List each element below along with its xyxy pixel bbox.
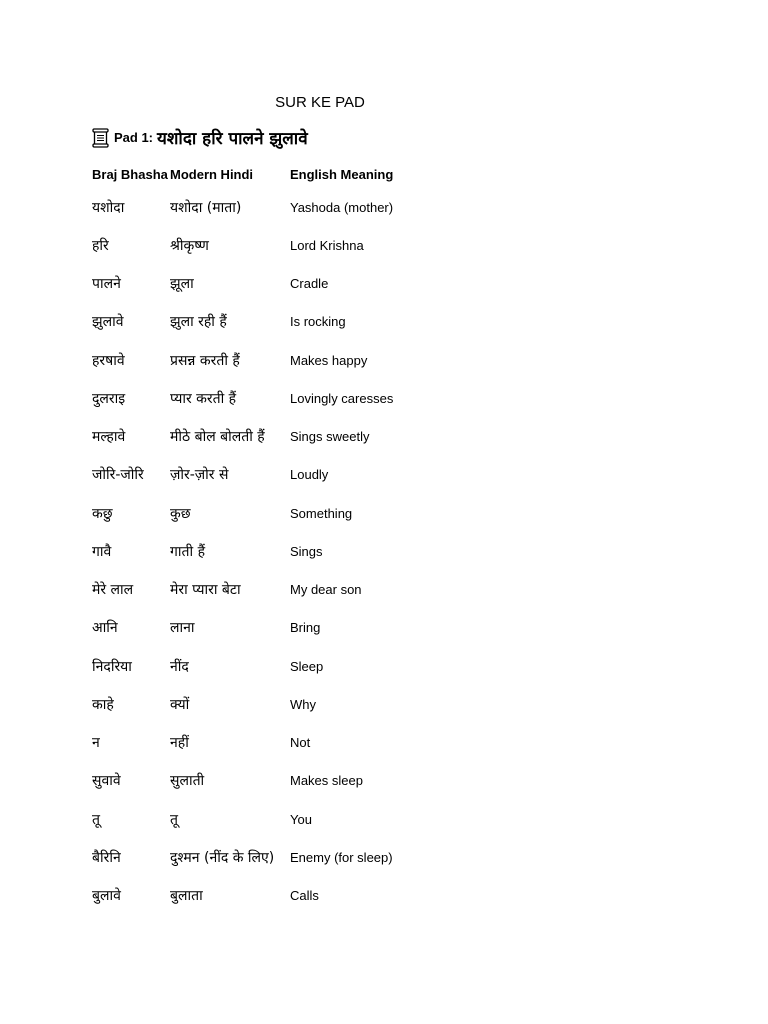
- braj-cell: सुवावे: [92, 773, 121, 790]
- scroll-icon: [92, 128, 109, 148]
- table-row: [92, 456, 490, 494]
- hindi-cell: गाती हैं: [170, 543, 205, 560]
- english-cell: My dear son: [290, 582, 362, 598]
- english-cell: Why: [290, 696, 316, 712]
- braj-cell: झुलावे: [92, 314, 124, 331]
- hindi-cell: प्रसन्न करती हैं: [170, 352, 240, 369]
- braj-cell: हरि: [92, 237, 109, 254]
- table-row: [92, 647, 490, 685]
- table-row: [92, 379, 490, 417]
- braj-cell: तू: [92, 811, 100, 828]
- braj-cell: मल्हावे: [92, 429, 126, 446]
- english-cell: Cradle: [290, 276, 329, 292]
- table-row: [92, 494, 490, 532]
- english-cell: Lovingly caresses: [290, 390, 394, 406]
- table-row: [92, 724, 490, 762]
- english-cell: Enemy (for sleep): [290, 849, 393, 865]
- english-cell: Calls: [290, 888, 319, 904]
- pad-label: Pad 1:: [114, 130, 154, 145]
- hindi-cell: ज़ोर-ज़ोर से: [170, 467, 229, 484]
- hindi-cell: दुश्मन (नींद के लिए): [170, 849, 275, 866]
- hindi-cell: नींद: [170, 658, 189, 675]
- english-cell: Something: [290, 505, 353, 521]
- page-title: SUR KE PAD: [275, 94, 365, 111]
- braj-cell: जोरि-जोरि: [92, 467, 144, 484]
- column-header-braj: Braj Bhasha: [92, 166, 168, 182]
- braj-cell: न: [92, 735, 100, 752]
- table-row: [92, 226, 490, 264]
- english-cell: Sings sweetly: [290, 429, 370, 445]
- english-cell: Loudly: [290, 467, 329, 483]
- table-row: [92, 877, 490, 915]
- braj-cell: पालने: [92, 276, 121, 293]
- braj-cell: दुलराइ: [92, 390, 126, 407]
- vocabulary-table: [92, 160, 490, 915]
- english-cell: Bring: [290, 620, 321, 636]
- hindi-cell: क्यों: [170, 696, 190, 713]
- english-cell: Makes happy: [290, 352, 368, 368]
- hindi-cell: तू: [170, 811, 178, 828]
- table-row: [92, 685, 490, 723]
- hindi-cell: श्रीकृष्ण: [170, 237, 209, 254]
- english-cell: Sleep: [290, 658, 324, 674]
- table-row: [92, 762, 490, 800]
- hindi-cell: सुलाती: [170, 773, 205, 790]
- braj-cell: बैरिनि: [92, 849, 121, 866]
- english-cell: You: [290, 811, 312, 827]
- pad-title: यशोदा हरि पालने झुलावे: [157, 129, 308, 149]
- hindi-cell: झुला रही हैं: [170, 314, 227, 331]
- table-header-row: [92, 160, 490, 188]
- pad-heading: [92, 126, 308, 149]
- table-row: [92, 341, 490, 379]
- hindi-cell: प्यार करती हैं: [170, 390, 237, 407]
- english-cell: Lord Krishna: [290, 237, 364, 253]
- table-row: [92, 800, 490, 838]
- english-cell: Is rocking: [290, 314, 346, 330]
- column-header-hindi: Modern Hindi: [170, 166, 254, 182]
- english-cell: Yashoda (mother): [290, 199, 394, 215]
- braj-cell: मेरे लाल: [92, 582, 134, 599]
- braj-cell: कछु: [92, 505, 113, 522]
- english-cell: Makes sleep: [290, 773, 363, 789]
- hindi-cell: मीठे बोल बोलती हैं: [170, 429, 265, 446]
- hindi-cell: बुलाता: [170, 888, 203, 905]
- table-row: [92, 838, 490, 876]
- braj-cell: निदरिया: [92, 658, 132, 675]
- table-row: [92, 609, 490, 647]
- hindi-cell: झूला: [170, 276, 194, 293]
- braj-cell: हरषावे: [92, 352, 125, 369]
- table-row: [92, 265, 490, 303]
- table-body: [92, 188, 490, 915]
- english-cell: Not: [290, 735, 311, 751]
- hindi-cell: नहीं: [170, 735, 189, 752]
- english-cell: Sings: [290, 543, 323, 559]
- table-row: [92, 418, 490, 456]
- table-row: [92, 532, 490, 570]
- hindi-cell: कुछ: [170, 505, 191, 522]
- table-row: [92, 303, 490, 341]
- hindi-cell: मेरा प्यारा बेटा: [170, 582, 241, 599]
- braj-cell: बुलावे: [92, 888, 121, 905]
- table-row: [92, 188, 490, 226]
- column-header-english: English Meaning: [290, 166, 394, 182]
- braj-cell: गावै: [92, 543, 112, 560]
- braj-cell: यशोदा: [92, 199, 125, 216]
- hindi-cell: लाना: [170, 620, 195, 637]
- braj-cell: आनि: [92, 620, 118, 637]
- hindi-cell: यशोदा (माता): [170, 199, 242, 216]
- braj-cell: काहे: [92, 696, 114, 713]
- table-row: [92, 571, 490, 609]
